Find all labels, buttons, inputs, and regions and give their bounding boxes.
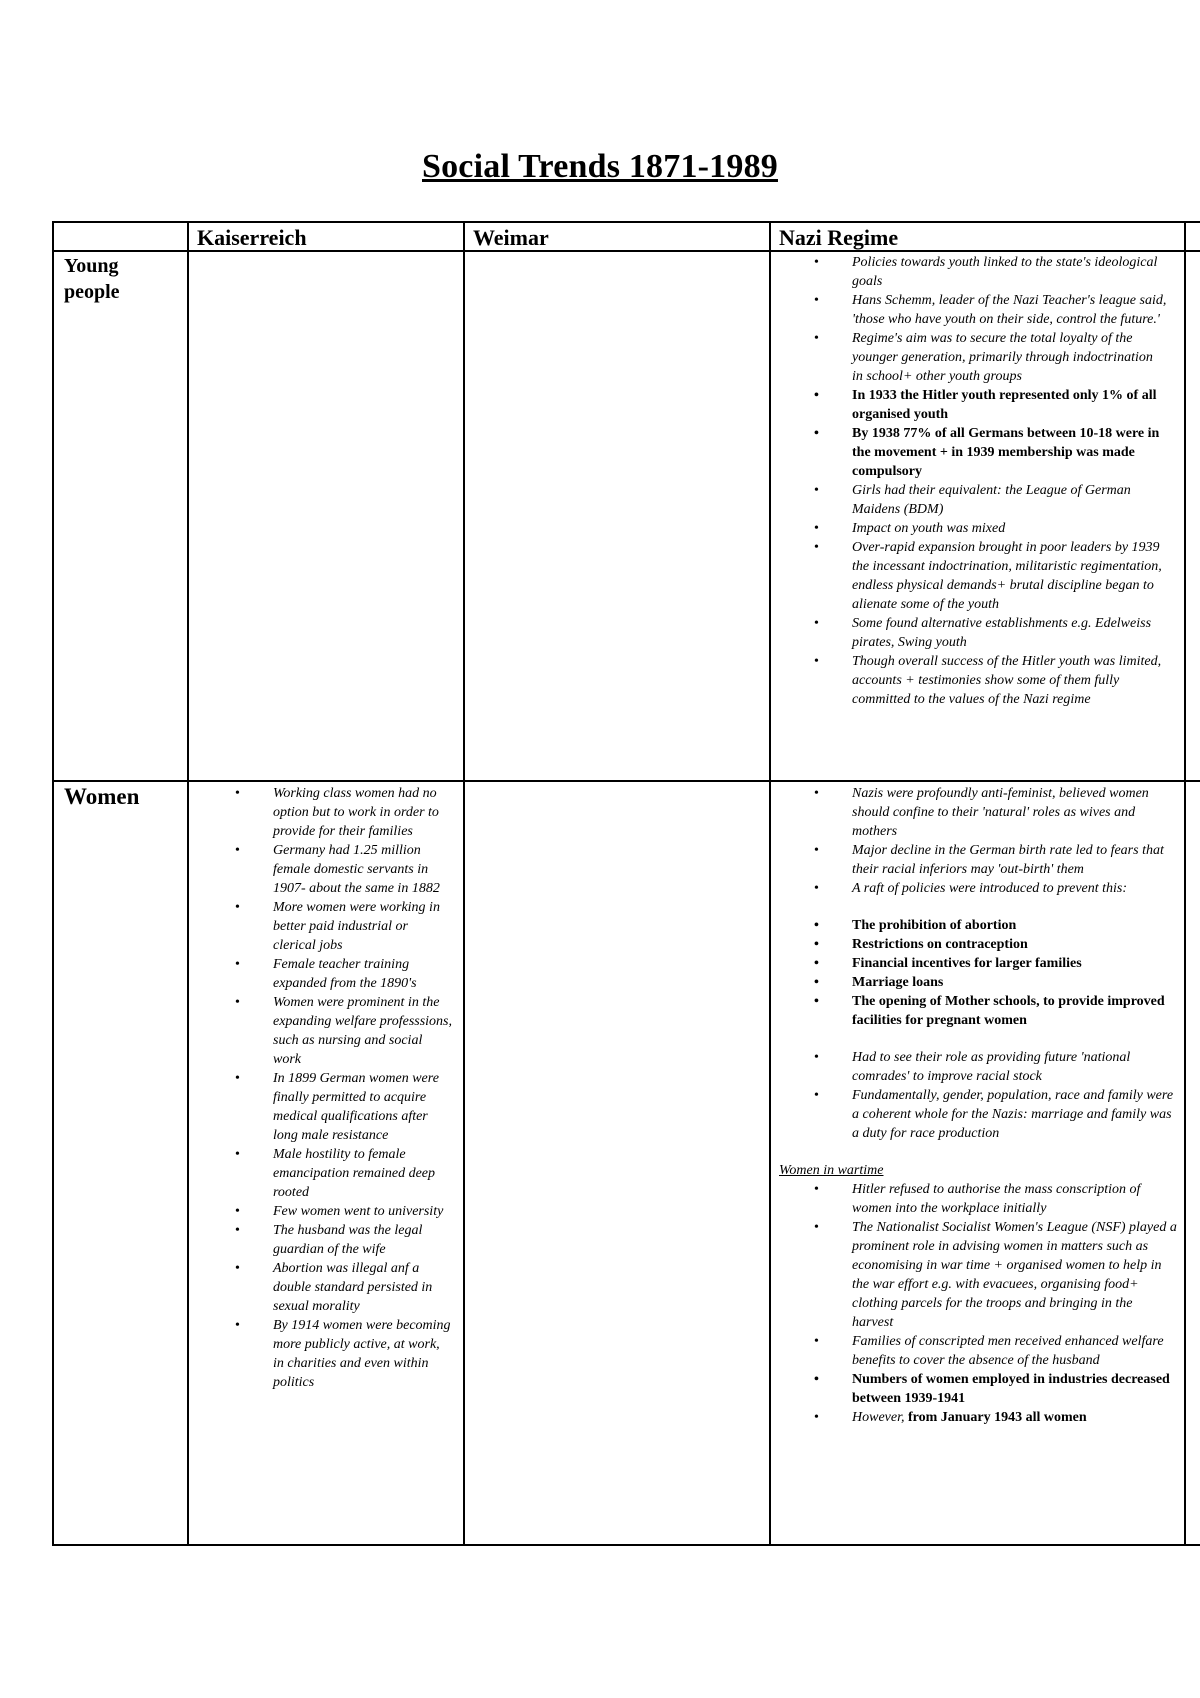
list-item: • Had to see their role as providing future 'national comrades' to improve racial stock [852, 1048, 1177, 1086]
list-item: • By 1938 77% of all Germans between 10-18 were in the movement + in 1939 membership was made compulsory [852, 424, 1167, 481]
list-item: • By 1914 women were becoming more publicly active, at work, in charities and even within politics [273, 1316, 453, 1392]
list-item: • Male hostility to female emancipation remained deep rooted [273, 1145, 453, 1202]
column-divider [769, 223, 771, 1544]
list-item: • In 1899 German women were finally permitted to acquire medical qualifications after long male resistance [273, 1069, 453, 1145]
list-item: • Impact on youth was mixed [852, 519, 1167, 538]
list-item: • Numbers of women employed in industries decreased between 1939-1941 [852, 1370, 1177, 1408]
list-item: • More women were working in better paid industrial or clerical jobs [273, 898, 453, 955]
header-kaiserreich: Kaiserreich [197, 225, 307, 250]
list-item: • Nazis were profoundly anti-feminist, believed women should confine to their 'natural' roles as wives and mothers [852, 784, 1177, 841]
women-nazi-list [779, 784, 1177, 1427]
column-divider [1184, 223, 1186, 1544]
list-item: • Fundamentally, gender, population, race and family were a coherent whole for the Nazis: marriage and family was a duty for race production [852, 1086, 1177, 1143]
list-item: • Financial incentives for larger families [852, 954, 1177, 973]
list-item: • Abortion was illegal anf a double standard persisted in sexual morality [273, 1259, 453, 1316]
list-item-bold: from January 1943 all women [908, 1410, 1087, 1425]
list-item: • Regime's aim was to secure the total loyalty of the younger generation, primarily through indoctrination in school+ other youth groups [852, 329, 1167, 386]
header-weimar: Weimar [473, 225, 549, 250]
list-item: • A raft of policies were introduced to prevent this: [852, 879, 1177, 898]
list-item: • Restrictions on contraception [852, 935, 1177, 954]
list-item: • Women were prominent in the expanding welfare professsions, such as nursing and social work [273, 993, 453, 1069]
list-item: • Over-rapid expansion brought in poor leaders by 1939 the incessant indoctrination, militaristic regimentation, endless physical demands+ brutal discipline began to alienate some of the youth [852, 538, 1167, 614]
column-divider [463, 223, 465, 1544]
list-item: • Working class women had no option but to work in order to provide for their families [273, 784, 453, 841]
row-label-young-people: Young people [64, 255, 120, 303]
list-item: • Policies towards youth linked to the state's ideological goals [852, 253, 1167, 291]
list-item: • The opening of Mother schools, to provide improved facilities for pregnant women [852, 992, 1177, 1030]
list-item-prefix: However, [852, 1410, 905, 1425]
row-label-women: Women [64, 784, 140, 809]
list-item: • Female teacher training expanded from the 1890's [273, 955, 453, 993]
social-trends-table [52, 221, 1200, 1546]
list-item: • Though overall success of the Hitler youth was limited, accounts + testimonies show some of them fully committed to the values of the Nazi regime [852, 652, 1167, 709]
list-item: • Germany had 1.25 million female domestic servants in 1907- about the same in 1882 [273, 841, 453, 898]
list-item: • The prohibition of abortion [852, 916, 1177, 935]
list-item: • Few women went to university [273, 1202, 453, 1221]
women-kaiserreich-list [273, 784, 453, 1392]
list-item: • Marriage loans [852, 973, 1177, 992]
header-nazi-regime: Nazi Regime [779, 225, 899, 250]
list-item: • The husband was the legal guardian of the wife [273, 1221, 453, 1259]
wartime-heading: Women in wartime [779, 1163, 884, 1178]
list-item: • Girls had their equivalent: the League of German Maidens (BDM) [852, 481, 1167, 519]
column-divider [187, 223, 189, 1544]
list-item: • The Nationalist Socialist Women's League (NSF) played a prominent role in advising women in matters such as economising in war time + organised women to help in the war effort e.g. with evacuees, organising food+ clothing parcels for the troops and bringing in the harvest [852, 1218, 1177, 1332]
list-item: • Families of conscripted men received enhanced welfare benefits to cover the absence of the husband [852, 1332, 1177, 1370]
list-item: • Some found alternative establishments e.g. Edelweiss pirates, Swing youth [852, 614, 1167, 652]
list-item: • In 1933 the Hitler youth represented only 1% of all organised youth [852, 386, 1167, 424]
page-title: Social Trends 1871-1989 [422, 148, 778, 185]
list-item [852, 1408, 1177, 1427]
list-item: • Major decline in the German birth rate led to fears that their racial inferiors may 'out-birth' them [852, 841, 1177, 879]
list-item: • Hans Schemm, leader of the Nazi Teacher's league said, 'those who have youth on their side, control the future.' [852, 291, 1167, 329]
list-item: • Hitler refused to authorise the mass conscription of women into the workplace initially [852, 1180, 1177, 1218]
row-divider [54, 780, 1200, 782]
young-people-nazi-list [852, 253, 1167, 709]
